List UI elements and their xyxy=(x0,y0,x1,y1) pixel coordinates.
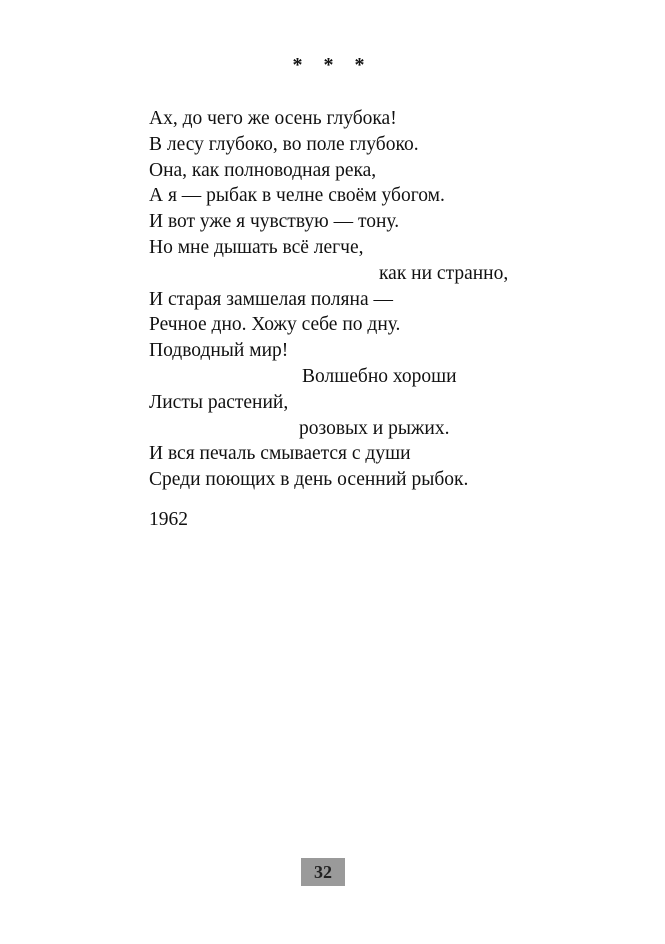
poem-line: Подводный мир! xyxy=(149,340,289,362)
poem-body xyxy=(149,106,529,493)
poem-line: И вся печаль смывается с души xyxy=(149,443,411,465)
poem-line: В лесу глубоко, во поле глубоко. xyxy=(149,133,419,155)
poem-line-indented: как ни странно, xyxy=(379,262,509,284)
poem-line-indented: розовых и рыжих. xyxy=(299,417,450,439)
poem-line: Листы растений, xyxy=(149,391,289,413)
section-ornament: * * * xyxy=(292,54,373,76)
page-number: 32 xyxy=(301,858,345,886)
poem-line: Среди поющих в день осенний рыбок. xyxy=(149,469,469,491)
poem-year: 1962 xyxy=(149,509,188,530)
poem-line: Ах, до чего же осень глубока! xyxy=(149,108,397,129)
poem-line: И вот уже я чувствую — тону. xyxy=(149,211,400,233)
poem-line: Но мне дышать всё легче, xyxy=(149,236,364,258)
poem-line: А я — рыбак в челне своём убогом. xyxy=(149,185,445,207)
poem-line: Речное дно. Хожу себе по дну. xyxy=(149,314,401,336)
poem-line: Она, как полноводная река, xyxy=(149,159,377,181)
poem-line-indented: Волшебно хороши xyxy=(302,365,457,387)
poem-line: И старая замшелая поляна — xyxy=(149,288,393,310)
